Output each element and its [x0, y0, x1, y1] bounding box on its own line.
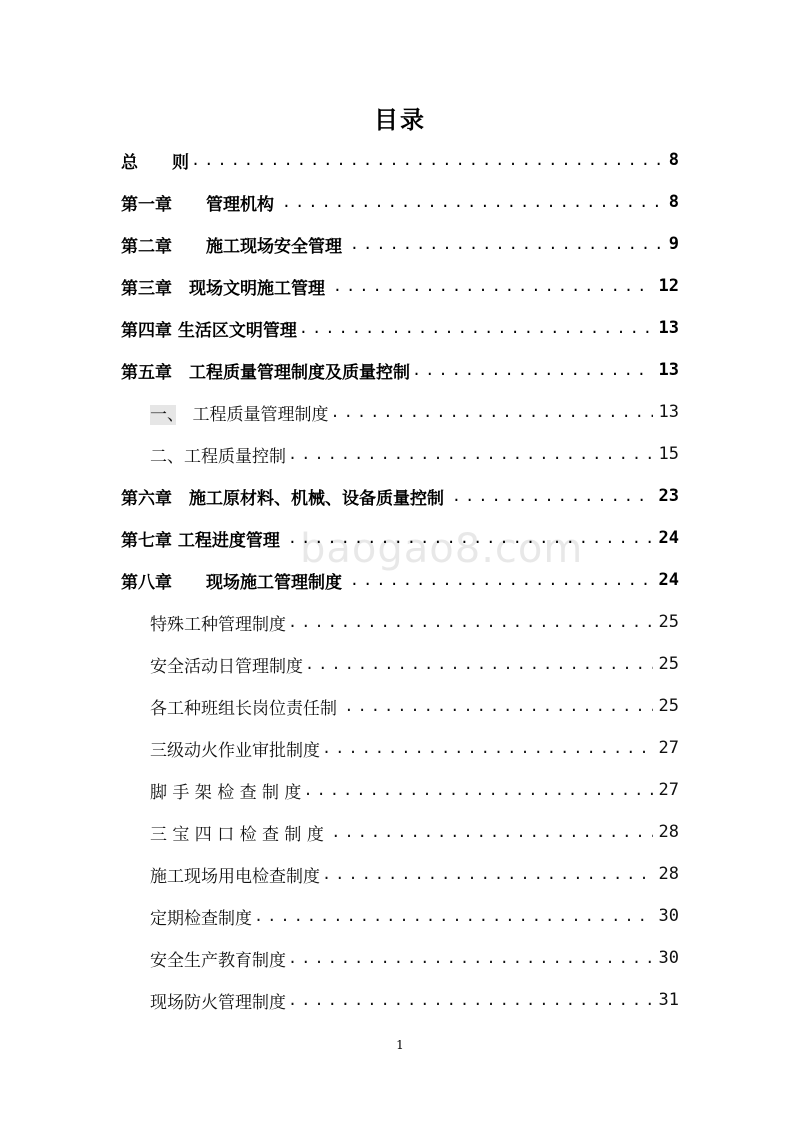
- toc-dot-leader: [299, 319, 653, 337]
- toc-entry-page: 12: [658, 276, 679, 296]
- toc-entry-label: 第四章 生活区文明管理: [121, 320, 297, 341]
- toc-entry-label: 第一章 管理机构: [121, 194, 280, 215]
- toc-entry-page: 28: [658, 822, 679, 842]
- toc-dot-leader: [191, 151, 663, 169]
- toc-entry[interactable]: [121, 349, 679, 391]
- watermark: baogao8.com: [300, 526, 584, 572]
- toc-dot-leader: [254, 907, 653, 925]
- toc-entry-label: 三级动火作业审批制度: [150, 740, 320, 761]
- toc-entry-label: 现场防火管理制度: [150, 992, 286, 1013]
- toc-entry-label: 第六章 施工原材料、机械、设备质量控制: [121, 488, 450, 509]
- toc-dot-leader: [350, 235, 663, 253]
- toc-dot-leader: [350, 571, 653, 589]
- toc-entry[interactable]: [121, 727, 679, 769]
- toc-entry[interactable]: [121, 181, 679, 223]
- toc-entry[interactable]: [121, 937, 679, 979]
- toc-entry[interactable]: [121, 223, 679, 265]
- toc-dot-leader: [331, 823, 652, 841]
- toc-entry-page: 13: [658, 360, 679, 380]
- toc-entry[interactable]: [121, 139, 679, 181]
- toc-entry-page: 25: [658, 696, 679, 716]
- toc-entry[interactable]: [121, 307, 679, 349]
- toc-dot-leader: [322, 739, 653, 757]
- toc-entry[interactable]: [121, 601, 679, 643]
- toc-entry-page: 8: [668, 150, 679, 170]
- toc-entry-label: 第二章 施工现场安全管理: [121, 236, 348, 257]
- page-number: 1: [396, 1038, 404, 1052]
- toc-entry-label: 一、 工程质量管理制度: [150, 404, 329, 425]
- toc-entry-label: 总 则: [121, 152, 189, 173]
- toc-dot-leader: [331, 403, 653, 421]
- toc-dot-leader: [344, 697, 652, 715]
- toc-entry-label: 三 宝 四 口 检 查 制 度: [150, 824, 330, 845]
- toc-entry[interactable]: [121, 685, 679, 727]
- toc-entry-label: 特殊工种管理制度: [150, 614, 286, 635]
- table-of-contents: [121, 139, 679, 1021]
- toc-entry-page: 27: [658, 780, 679, 800]
- toc-entry-page: 15: [658, 444, 679, 464]
- toc-entry-label: 脚 手 架 检 查 制 度: [150, 782, 302, 803]
- toc-entry-label: 第五章 工程质量管理制度及质量控制: [121, 362, 410, 383]
- toc-entry[interactable]: [121, 979, 679, 1021]
- toc-entry-label: 第八章 现场施工管理制度: [121, 572, 348, 593]
- toc-entry-label: 定期检查制度: [150, 908, 252, 929]
- toc-dot-leader: [288, 613, 653, 631]
- toc-entry-page: 8: [668, 192, 679, 212]
- toc-dot-leader: [303, 781, 652, 799]
- toc-dot-leader: [305, 655, 653, 673]
- toc-entry-page: 13: [658, 318, 679, 338]
- toc-entry[interactable]: [121, 811, 679, 853]
- toc-entry-page: 28: [658, 864, 679, 884]
- toc-entry-page: 25: [658, 612, 679, 632]
- toc-entry-label: 二、工程质量控制: [150, 446, 286, 467]
- toc-entry[interactable]: [121, 559, 679, 601]
- toc-entry-page: 27: [658, 738, 679, 758]
- toc-entry[interactable]: [121, 643, 679, 685]
- toc-entry-label: 安全活动日管理制度: [150, 656, 303, 677]
- toc-entry-page: 9: [668, 234, 679, 254]
- toc-entry-label: 第七章 工程进度管理: [121, 530, 286, 551]
- toc-entry-page: 23: [658, 486, 679, 506]
- toc-dot-leader: [412, 361, 653, 379]
- toc-entry-page: 25: [658, 654, 679, 674]
- toc-entry[interactable]: [121, 433, 679, 475]
- toc-dot-leader: [282, 193, 663, 211]
- toc-entry-label: 施工现场用电检查制度: [150, 866, 320, 887]
- toc-entry-page: 31: [658, 990, 679, 1010]
- toc-entry-page: 24: [658, 528, 679, 548]
- toc-entry[interactable]: [121, 517, 679, 559]
- toc-entry[interactable]: [121, 475, 679, 517]
- toc-entry[interactable]: [121, 895, 679, 937]
- toc-entry[interactable]: [121, 391, 679, 433]
- toc-entry-page: 30: [658, 948, 679, 968]
- toc-entry[interactable]: [121, 853, 679, 895]
- page-title: 目录: [374, 106, 426, 134]
- toc-dot-leader: [333, 277, 653, 295]
- toc-dot-leader: [288, 529, 653, 547]
- toc-entry-label: 第三章 现场文明施工管理: [121, 278, 331, 299]
- toc-dot-leader: [288, 991, 653, 1009]
- toc-entry[interactable]: [121, 769, 679, 811]
- toc-dot-leader: [452, 487, 653, 505]
- toc-dot-leader: [288, 445, 653, 463]
- toc-dot-leader: [322, 865, 653, 883]
- toc-entry-page: 13: [658, 402, 679, 422]
- toc-entry-label: 各工种班组长岗位责任制: [150, 698, 343, 719]
- toc-entry-label: 安全生产教育制度: [150, 950, 286, 971]
- toc-entry-page: 24: [658, 570, 679, 590]
- toc-entry[interactable]: [121, 265, 679, 307]
- toc-dot-leader: [288, 949, 653, 967]
- toc-entry-page: 30: [658, 906, 679, 926]
